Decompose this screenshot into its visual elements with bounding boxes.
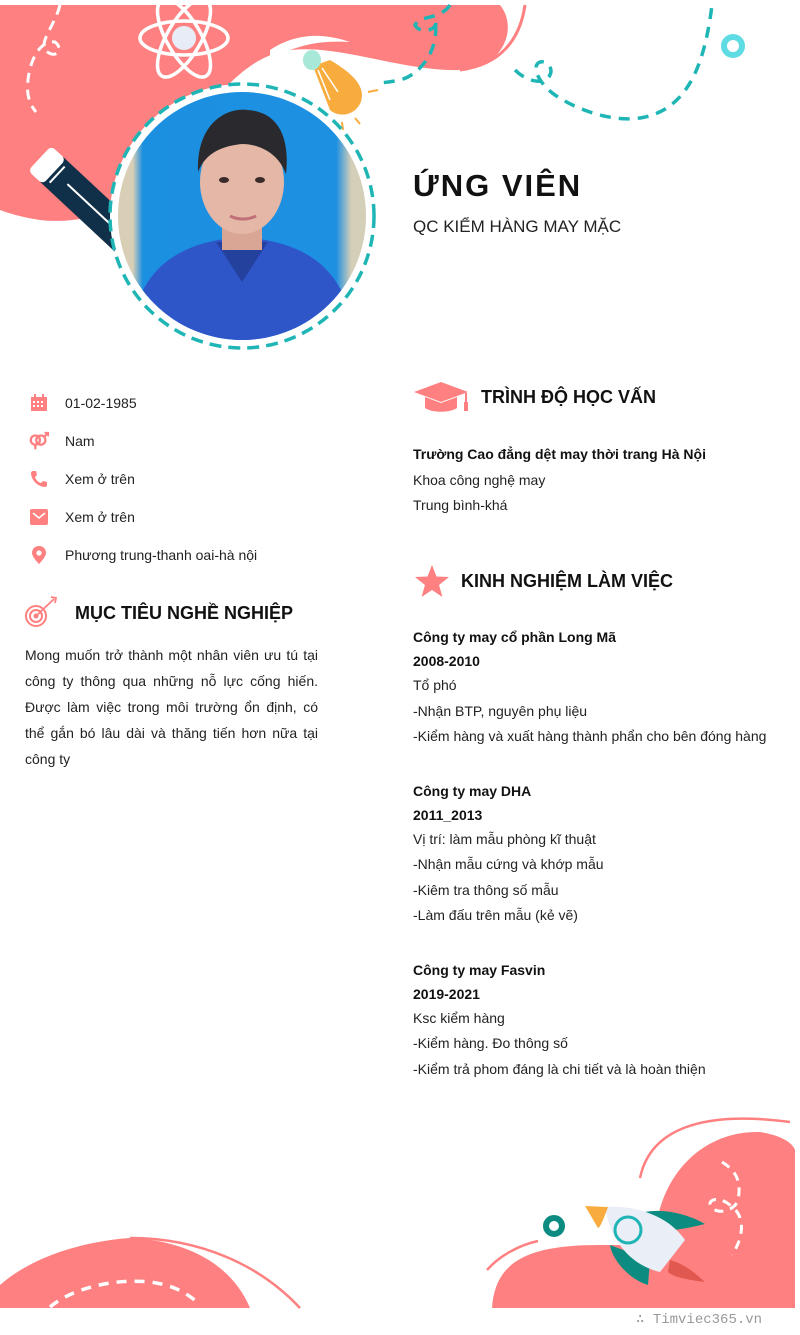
portrait-illustration: [118, 92, 366, 340]
gender-icon: [28, 430, 50, 452]
objective-section-header: [24, 596, 293, 630]
target-icon: [24, 596, 60, 630]
footer-decoration: [0, 1100, 800, 1335]
contact-item-phone: [28, 460, 358, 498]
phone-icon: [28, 468, 50, 490]
star-icon: [414, 564, 450, 598]
objective-text: Mong muốn trở thành một nhân viên ưu tú tại công ty thông qua những nỗ lực cống hiến. Được làm việc trong môi trường ổn định, có thể gắn bó lâu dài và thăng tiến hơn nữa tại công ty: [25, 647, 318, 767]
calendar-icon: [28, 392, 50, 414]
email-icon: [28, 506, 50, 528]
job-line: -Kiểm hàng. Đo thông số: [413, 1035, 568, 1051]
education-section-header: [414, 380, 656, 414]
contact-item-gender: [28, 422, 358, 460]
experience-section-header: [414, 564, 673, 598]
header-decoration: [0, 0, 800, 360]
candidate-position: QC KIỂM HÀNG MAY MẶC: [413, 217, 622, 236]
location-pin-icon: [28, 544, 50, 566]
job-entry: [413, 779, 793, 929]
phone-value: Xem ở trên: [65, 471, 135, 487]
education-school: Trường Cao đẳng dệt may thời trang Hà Nội: [413, 446, 706, 462]
job-period: 2011_2013: [413, 806, 483, 823]
job-line: -Kiêm tra thông số mẫu: [413, 881, 559, 898]
candidate-photo: [118, 92, 366, 340]
gender-value: Nam: [65, 433, 95, 449]
birthdate-value: 01-02-1985: [65, 395, 137, 411]
job-line: -Kiểm hàng và xuất hàng thành phẩn cho bên đóng hàng: [413, 728, 767, 744]
job-period: 2019-2021: [413, 985, 480, 1002]
experience-list: [413, 625, 793, 1111]
job-line: -Làm đấu trên mẫu (kẻ vẽ): [413, 907, 578, 923]
contact-item-birthdate: [28, 384, 358, 422]
objective-title: MỤC TIÊU NGHỀ NGHIỆP: [75, 602, 294, 623]
job-line: -Nhận mẫu cứng và khớp mẫu: [413, 856, 604, 872]
job-entry: [413, 625, 793, 750]
contact-item-email: [28, 498, 358, 536]
candidate-name: ỨNG VIÊN: [413, 168, 583, 203]
job-company: Công ty may cổ phần Long Mã: [413, 629, 617, 645]
address-value: Phương trung-thanh oai-hà nội: [65, 547, 258, 563]
experience-title: KINH NGHIỆM LÀM VIỆC: [461, 570, 674, 591]
education-content: [413, 442, 783, 519]
job-entry: [413, 958, 793, 1083]
job-line: Tổ phó: [413, 677, 457, 693]
job-line: Ksc kiểm hàng: [413, 1009, 505, 1026]
job-company: Công ty may Fasvin: [413, 961, 546, 978]
job-period: 2008-2010: [413, 653, 480, 669]
watermark: ∴ Timviec365.vn: [636, 1312, 763, 1328]
education-major: Khoa công nghệ may: [413, 471, 546, 488]
email-value: Xem ở trên: [65, 509, 135, 525]
job-line: -Kiểm trả phom đáng là chi tiết và là hoàn thiện: [413, 1060, 706, 1077]
job-line: Vị trí: làm mẫu phòng kĩ thuật: [413, 830, 596, 847]
graduation-cap-icon: [414, 380, 470, 414]
education-title: TRÌNH ĐỘ HỌC VẤN: [481, 386, 656, 407]
job-line: -Nhận BTP, nguyên phụ liệu: [413, 702, 588, 719]
education-grade: Trung bình-khá: [413, 497, 508, 513]
contact-info-list: [28, 384, 358, 574]
contact-item-address: [28, 536, 358, 574]
job-company: Công ty may DHA: [413, 782, 532, 799]
